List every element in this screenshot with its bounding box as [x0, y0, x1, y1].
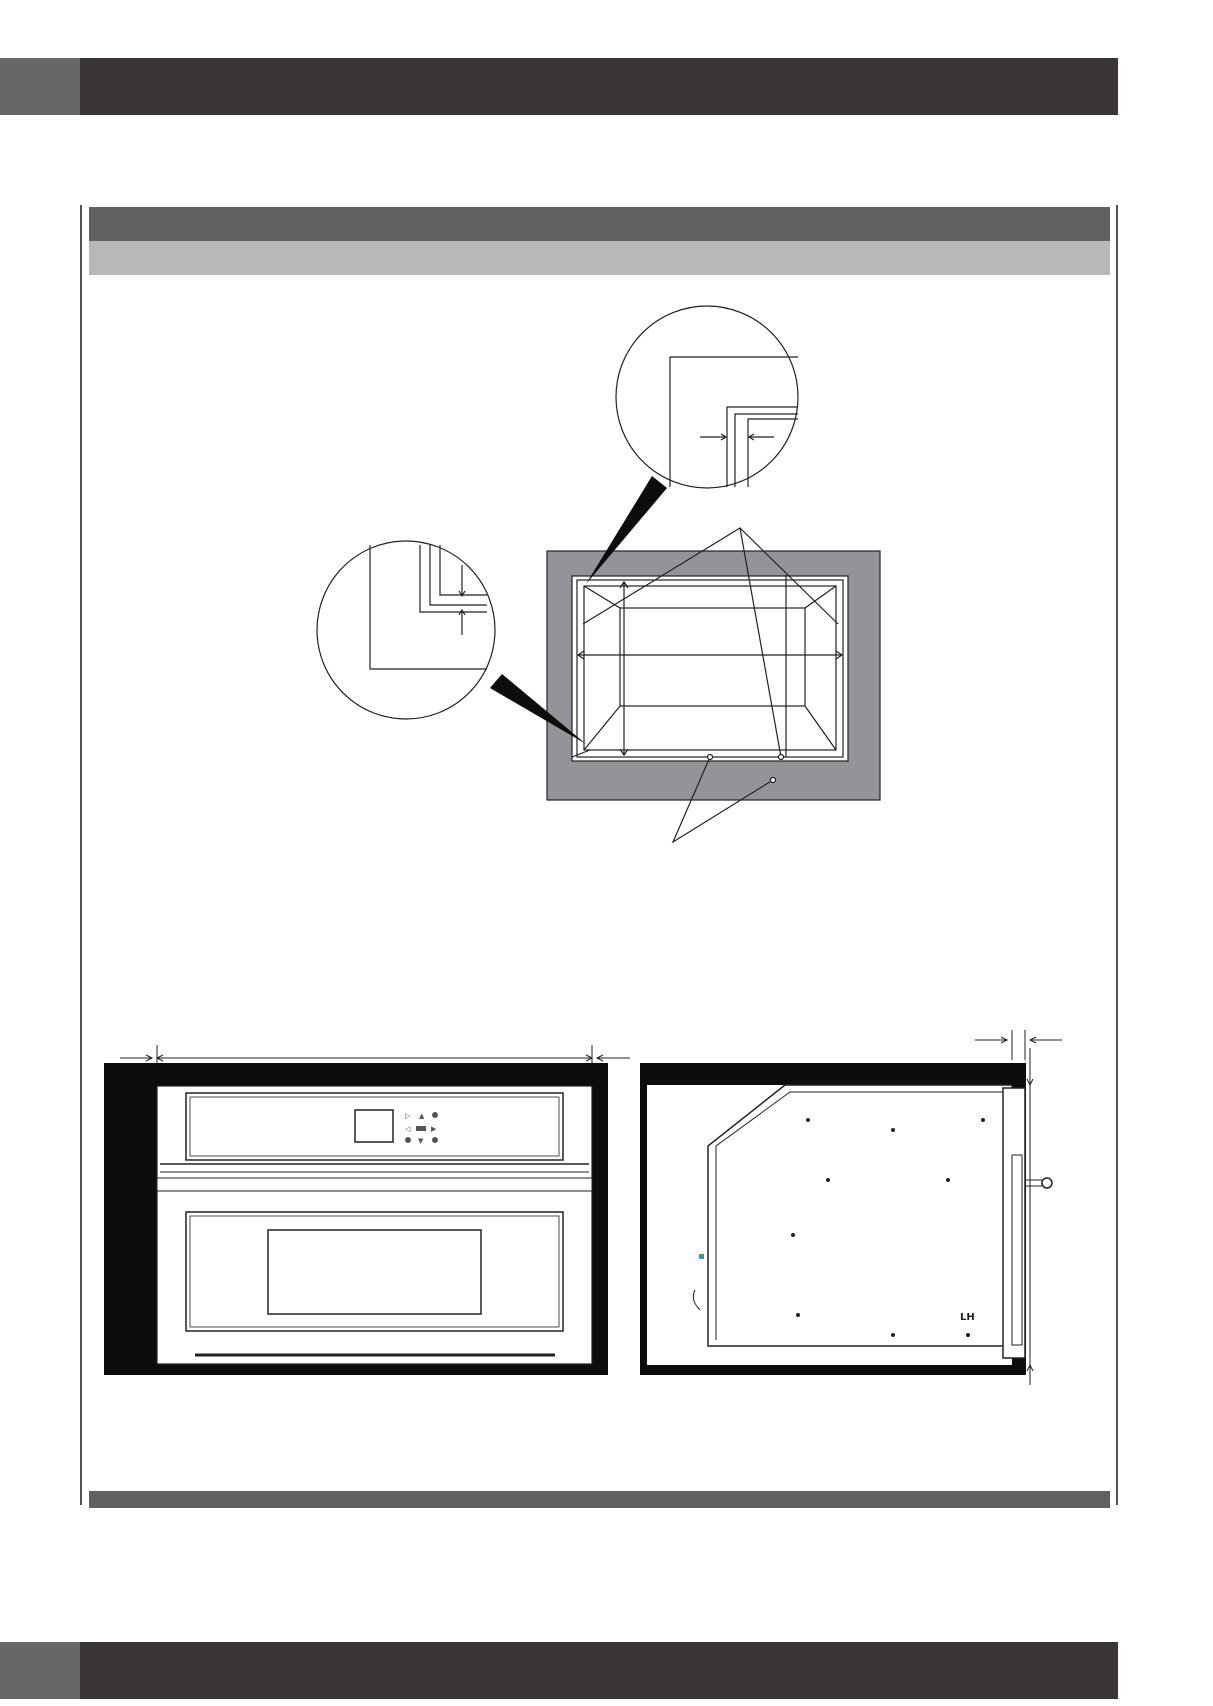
- svg-text:▷: ▷: [405, 1112, 411, 1120]
- control-display: [355, 1110, 393, 1142]
- svg-text:◁: ◁: [405, 1125, 411, 1133]
- oven-body: [708, 1085, 1012, 1346]
- handle-profile: [1042, 1178, 1052, 1188]
- svg-text:▶: ▶: [431, 1125, 437, 1133]
- keypad-icons: [405, 1112, 438, 1145]
- detail-circle-left: [317, 541, 495, 719]
- oven-side-view: [640, 1030, 1062, 1385]
- oven-front-view: [104, 1045, 630, 1375]
- door-window: [268, 1230, 481, 1314]
- footer-bar: [80, 1642, 1118, 1699]
- cutout-diagram: [317, 306, 880, 842]
- footer-band: [0, 1642, 1118, 1699]
- connector-marker: [699, 1254, 704, 1259]
- door-handle: [157, 1178, 592, 1191]
- svg-text:▲: ▲: [419, 1112, 425, 1120]
- side-label: LH: [960, 1312, 975, 1323]
- footer-tab: [0, 1642, 80, 1699]
- svg-text:▼: ▼: [418, 1137, 424, 1145]
- detail-circle-top: [616, 306, 798, 488]
